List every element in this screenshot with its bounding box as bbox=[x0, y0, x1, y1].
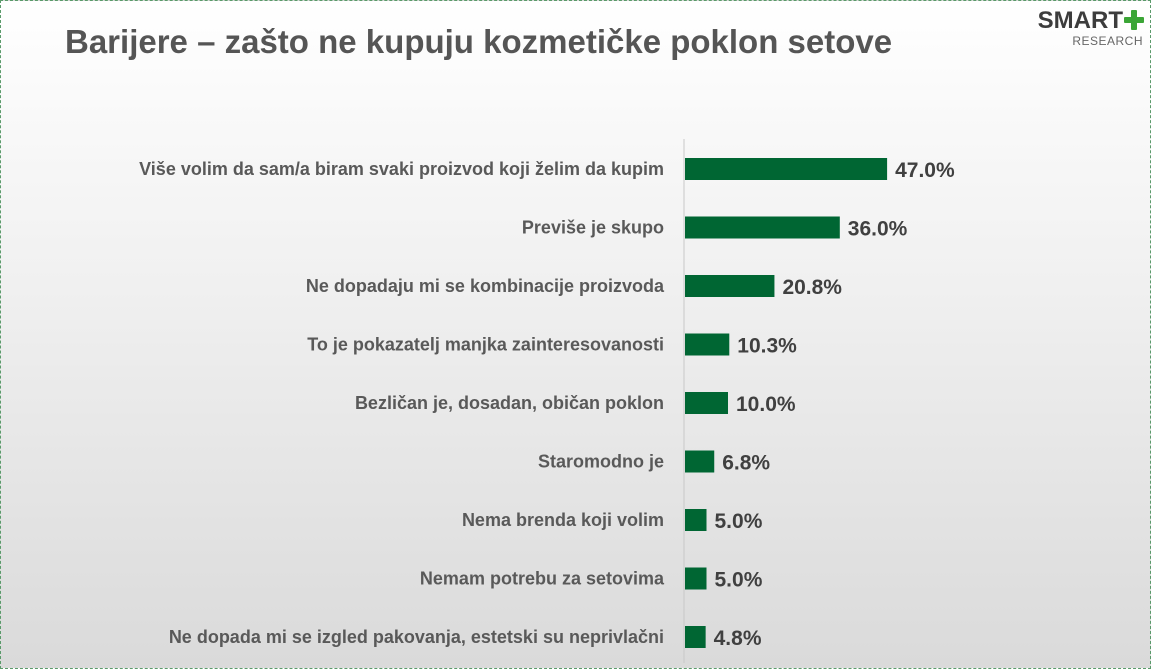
category-label: To je pokazatelj manjka zainteresovanosti bbox=[307, 334, 664, 355]
bar bbox=[685, 568, 707, 590]
value-label: 4.8% bbox=[713, 627, 762, 650]
category-label: Nema brenda koji volim bbox=[461, 510, 664, 530]
bar bbox=[685, 509, 707, 531]
bar bbox=[685, 275, 774, 297]
logo-subtitle: RESEARCH bbox=[1072, 34, 1143, 48]
value-label: 10.3% bbox=[737, 334, 797, 358]
value-label: 20.8% bbox=[782, 276, 842, 299]
value-label: 47.0% bbox=[895, 159, 955, 182]
bar bbox=[685, 334, 729, 356]
category-label: Bezličan je, dosadan, običan poklon bbox=[354, 393, 664, 413]
category-label: Ne dopada mi se izgled pakovanja, estetski su neprivlačni bbox=[168, 627, 664, 647]
category-label: Nemam potrebu za setovima bbox=[419, 568, 664, 589]
category-label: Ne dopadaju mi se kombinacije proizvoda bbox=[305, 276, 664, 296]
bar bbox=[685, 451, 714, 473]
bars-group bbox=[139, 158, 955, 650]
value-label: 5.0% bbox=[714, 510, 763, 533]
category-label: Više volim da sam/a biram svaki proizvod koji želim da kupim bbox=[139, 159, 664, 179]
bar bbox=[685, 626, 706, 648]
value-label: 36.0% bbox=[847, 217, 908, 241]
category-label: Staromodno je bbox=[537, 451, 664, 472]
bar bbox=[685, 392, 728, 414]
page-title: Barijere – zašto ne kupuju kozmetičke poklon setove bbox=[65, 23, 893, 60]
bar-chart bbox=[1, 1, 1151, 670]
category-label: Previše je skupo bbox=[521, 217, 664, 238]
logo-word: SMART bbox=[1037, 7, 1123, 34]
value-label: 10.0% bbox=[736, 393, 796, 416]
bar bbox=[685, 158, 887, 180]
bar bbox=[685, 217, 840, 239]
value-label: 5.0% bbox=[714, 568, 763, 592]
value-label: 6.8% bbox=[722, 451, 771, 475]
